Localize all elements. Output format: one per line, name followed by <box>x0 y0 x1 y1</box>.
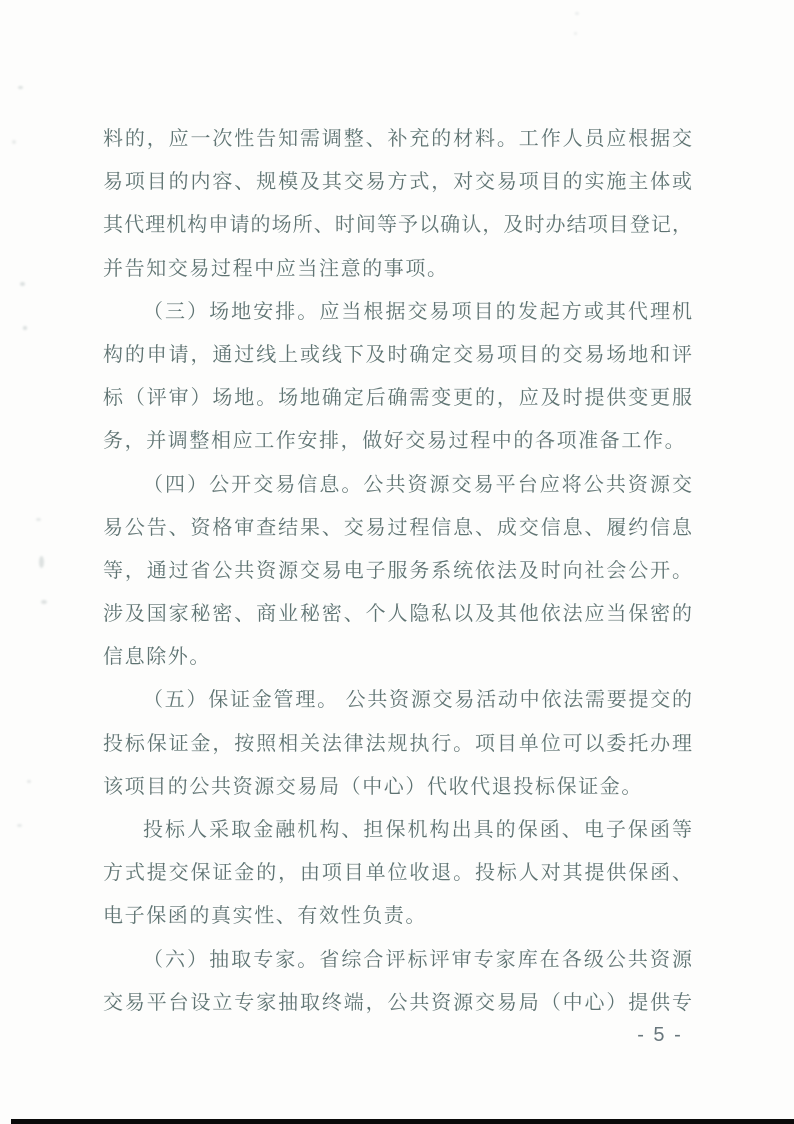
text-line: 易公告、资格审查结果、交易过程信息、成交信息、履约信息 <box>103 516 692 539</box>
text-line: （五）保证金管理。 公共资源交易活动中依法需要提交的 <box>143 689 692 712</box>
text-line: 标（评审）场地。场地确定后确需变更的，应及时提供变更服 <box>103 387 692 410</box>
scan-speck <box>575 12 579 15</box>
text-line: 该项目的公共资源交易局（中心）代收代退投标保证金。 <box>103 775 643 798</box>
text-line: （四）公开交易信息。公共资源交易平台应将公共资源交 <box>143 473 692 496</box>
scan-speck <box>39 556 44 568</box>
page-number: - 5 - <box>637 1024 683 1046</box>
scan-speck <box>17 824 22 827</box>
scan-bottom-edge-artifact <box>11 1119 794 1124</box>
text-line: 务，并调整相应工作安排，做好交易过程中的各项准备工作。 <box>103 430 687 453</box>
text-line: 电子保函的真实性、有效性负责。 <box>103 905 427 928</box>
text-line: 料的，应一次性告知需调整、补充的材料。工作人员应根据交 <box>103 128 692 150</box>
text-line: 等，通过省公共资源交易电子服务系统依法及时向社会公开。 <box>103 559 692 582</box>
scan-speck <box>27 780 31 783</box>
text-line: 信息除外。 <box>103 646 211 669</box>
scan-speck <box>574 32 577 35</box>
text-line: 构的申请，通过线上或线下及时确定交易项目的交易场地和评 <box>103 343 692 366</box>
scan-speck <box>18 86 23 89</box>
text-line: （六）抽取专家。省综合评标评审专家库在各级公共资源 <box>143 948 692 971</box>
text-line: 其代理机构申请的场所、时间等予以确认，及时办结项目登记， <box>103 214 692 237</box>
text-line: 投标保证金，按照相关法律法规执行。项目单位可以委托办理 <box>103 732 692 755</box>
text-line: 交易平台设立专家抽取终端，公共资源交易局（中心）提供专 <box>103 991 692 1014</box>
scan-speck <box>20 282 25 286</box>
scan-speck <box>36 518 41 521</box>
scan-speck <box>23 326 27 330</box>
scan-speck <box>41 600 47 604</box>
scan-speck <box>12 140 16 144</box>
text-line: 涉及国家秘密、商业秘密、个人隐私以及其他依法应当保密的 <box>103 603 692 626</box>
text-line: 投标人采取金融机构、担保机构出具的保函、电子保函等 <box>143 819 692 841</box>
text-line: 方式提交保证金的，由项目单位收退。投标人对其提供保函、 <box>103 862 692 885</box>
document-body-text <box>103 118 692 1025</box>
text-line: （三）场地安排。应当根据交易项目的发起方或其代理机 <box>143 300 692 323</box>
text-line: 易项目的内容、规模及其交易方式，对交易项目的实施主体或 <box>103 171 692 194</box>
text-line: 并告知交易过程中应当注意的事项。 <box>103 257 449 280</box>
